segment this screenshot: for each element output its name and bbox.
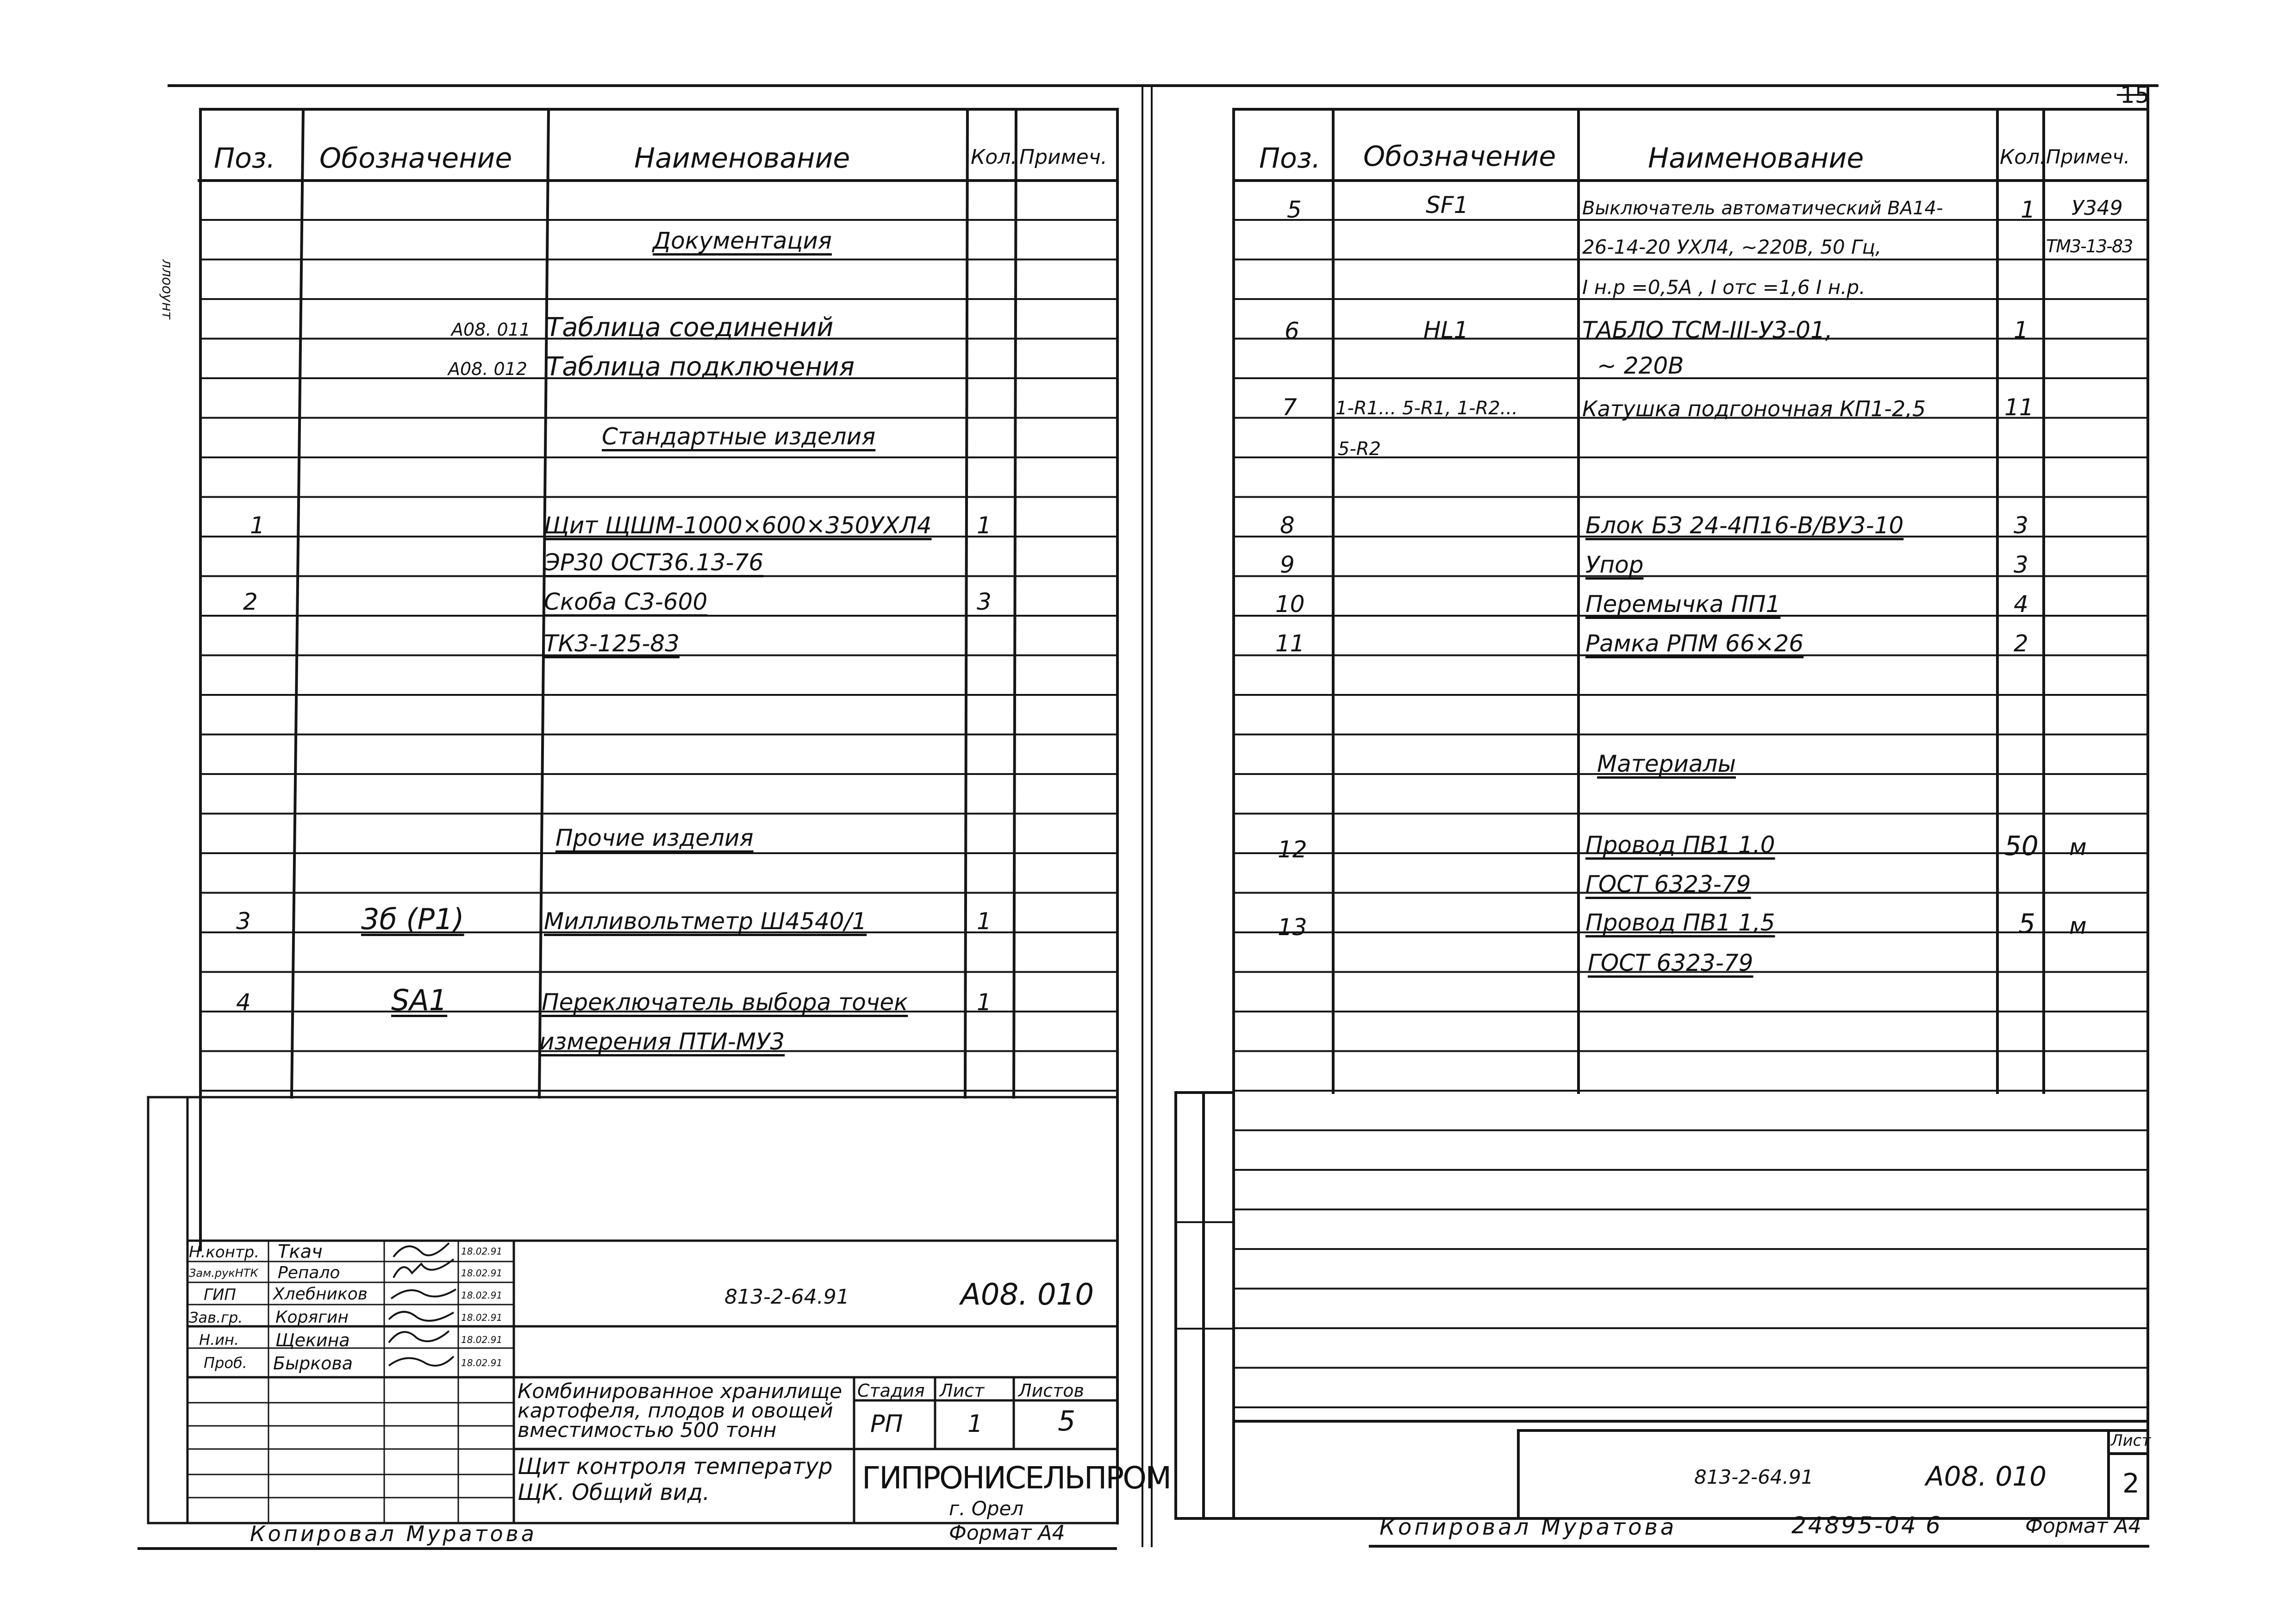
- left-section-other: Прочие изделия: [555, 824, 754, 851]
- left-header-qty: Кол.: [971, 145, 1017, 169]
- signer-date-5: 18.02.91: [461, 1334, 503, 1345]
- right-copied: Копировал Муратова: [1379, 1514, 1677, 1540]
- right-order: 24895-04: [1791, 1512, 1918, 1539]
- right-name-13: ГОСТ 6323-79: [1585, 871, 1751, 898]
- right-qty-7: 11: [2004, 394, 2034, 421]
- right-name-2: 26-14-20 УХЛ4, ~220В, 50 Гц,: [1582, 236, 1882, 258]
- right-note-2: ТМ3-13-83: [2046, 236, 2133, 256]
- left-qty-1: 1: [977, 512, 992, 539]
- right-qty-5: 1: [2021, 196, 2035, 223]
- right-pos-7: 7: [1282, 394, 1297, 421]
- right-note-1: У349: [2071, 196, 2123, 220]
- right-qty-6: 1: [2014, 317, 2028, 344]
- right-code-6: HL1: [1423, 317, 1469, 344]
- sheet-value: 1: [967, 1410, 983, 1438]
- right-name-8: Блок БЗ 24-4П16-В/ВУ3-10: [1585, 512, 1904, 539]
- signer-name-6: Быркова: [273, 1353, 353, 1374]
- right-pos-9: 9: [1280, 551, 1295, 578]
- right-note-13: м: [2069, 912, 2087, 939]
- signer-name-1: Ткач: [278, 1241, 323, 1262]
- left-qty-3: 1: [977, 908, 992, 935]
- org-name: ГИПРОНИСЕЛЬПРОМ: [862, 1460, 1171, 1496]
- right-pos-5: 5: [1287, 196, 1302, 223]
- signer-role-1: Н.контр.: [189, 1243, 260, 1262]
- right-name-9: Упор: [1585, 551, 1644, 578]
- sheets-label: Листов: [1018, 1380, 1084, 1401]
- right-pos-10: 10: [1275, 591, 1305, 618]
- left-name-2: Таблица подключения: [546, 352, 855, 382]
- right-header-code: Обозначение: [1363, 140, 1556, 173]
- right-sheet-value: 2: [2122, 1468, 2140, 1499]
- left-code-4: SA1: [391, 983, 448, 1017]
- right-qty-12: 50: [2004, 830, 2039, 862]
- left-name-5: Скоба С3-600: [544, 588, 708, 615]
- signer-role-6: Проб.: [204, 1354, 247, 1372]
- left-header-name: Наименование: [634, 142, 850, 175]
- right-name-12: Провод ПВ1 1.0: [1585, 831, 1775, 858]
- right-name-4: ТАБЛО ТСМ-III-У3-01,: [1582, 317, 1833, 344]
- left-pos-4: 4: [236, 989, 251, 1016]
- left-doc-code: А08. 010: [961, 1278, 1094, 1312]
- signer-date-2: 18.02.91: [461, 1268, 503, 1279]
- left-code-3: 3б (Р1): [361, 902, 464, 936]
- left-header-pos: Поз.: [214, 142, 275, 175]
- stage-label: Стадия: [857, 1380, 925, 1401]
- right-code-7b: 5-R2: [1338, 438, 1381, 460]
- left-name-9: измерения ПТИ-МУ3: [539, 1028, 785, 1055]
- left-pos-1: 1: [250, 512, 265, 539]
- right-name-6: Катушка подгоночная КП1-2,5: [1582, 396, 1926, 421]
- signer-date-4: 18.02.91: [461, 1312, 503, 1323]
- right-header-qty: Кол.: [2000, 145, 2046, 169]
- org-city: г. Орел: [949, 1497, 1024, 1520]
- signer-role-4: Зав.гр.: [189, 1309, 243, 1326]
- signer-date-3: 18.02.91: [461, 1290, 503, 1301]
- right-name-5: ~ 220В: [1597, 352, 1684, 379]
- stage-value: РП: [870, 1410, 903, 1438]
- left-format: Формат А4: [949, 1521, 1065, 1545]
- right-name-3: I н.р =0,5А , I отс =1,6 I н.р.: [1582, 276, 1866, 299]
- signer-name-4: Корягин: [275, 1308, 349, 1327]
- left-name-1: Таблица соединений: [546, 312, 834, 343]
- signer-role-3: ГИП: [204, 1286, 236, 1304]
- sheets-value: 5: [1058, 1405, 1076, 1437]
- left-header-note: Примеч.: [1019, 145, 1107, 169]
- left-qty-2: 3: [977, 588, 992, 615]
- right-pos-8: 8: [1280, 512, 1295, 539]
- right-name-1: Выключатель автоматический ВА14-: [1582, 198, 1943, 219]
- right-name-14: Провод ПВ1 1,5: [1585, 909, 1775, 936]
- right-doc-code: А08. 010: [1926, 1461, 2047, 1492]
- right-name-10: Перемычка ПП1: [1585, 591, 1781, 618]
- left-section-std: Стандартные изделия: [602, 423, 876, 450]
- signer-name-5: Щекина: [275, 1330, 350, 1350]
- right-qty-9: 3: [2014, 551, 2028, 578]
- signer-date-6: 18.02.91: [461, 1357, 503, 1368]
- right-name-11: Рамка РПМ 66×26: [1585, 630, 1804, 657]
- left-qty-4: 1: [977, 989, 992, 1016]
- signer-name-3: Хлебников: [273, 1285, 368, 1304]
- left-pos-3: 3: [236, 908, 251, 935]
- left-header-code: Обозначение: [319, 142, 512, 175]
- right-qty-13: 5: [2018, 908, 2035, 939]
- right-qty-10: 4: [2014, 591, 2028, 618]
- left-name-7: Милливольтметр Ш4540/1: [544, 908, 867, 935]
- left-copied: Копировал Муратова: [250, 1521, 537, 1546]
- left-section-docs: Документация: [653, 227, 832, 254]
- left-pos-2: 2: [243, 588, 258, 615]
- signer-role-5: Н.ин.: [199, 1331, 239, 1349]
- left-name-6: ТК3-125-83: [544, 630, 680, 657]
- right-qty-8: 3: [2014, 512, 2028, 539]
- left-code-2: А08. 012: [448, 359, 528, 379]
- left-name-8: Переключатель выбора точек: [542, 989, 908, 1016]
- right-sheet-no: 6: [1926, 1512, 1940, 1539]
- right-header-pos: Поз.: [1259, 142, 1321, 175]
- left-code-1: А08. 011: [451, 319, 531, 340]
- right-header-note: Примеч.: [2046, 145, 2130, 168]
- right-pos-11: 11: [1275, 630, 1305, 657]
- signer-name-2: Репало: [278, 1263, 340, 1282]
- right-name-15: ГОСТ 6323-79: [1588, 949, 1753, 976]
- right-pos-13: 13: [1278, 914, 1307, 941]
- right-code-7: 1-R1... 5-R1, 1-R2...: [1335, 398, 1518, 419]
- sheet-label: Лист: [940, 1380, 985, 1401]
- signer-date-1: 18.02.91: [461, 1246, 503, 1257]
- right-format: Формат А4: [2025, 1514, 2141, 1538]
- left-project-code: 813-2-64.91: [724, 1285, 849, 1309]
- drawing-title: Щит контроля температур ЩК. Общий вид.: [518, 1454, 833, 1505]
- right-code-5: SF1: [1426, 192, 1469, 219]
- right-section-materials: Материалы: [1597, 750, 1736, 777]
- object-title: Комбинированное хранилище картофеля, плодов и овощей вместимостью 500 тонн: [518, 1380, 842, 1442]
- right-project-code: 813-2-64.91: [1694, 1466, 1814, 1488]
- right-qty-11: 2: [2014, 630, 2028, 657]
- side-mark: ллооунт: [159, 259, 175, 319]
- signer-role-2: Зам.рукНТК: [189, 1267, 258, 1280]
- right-pos-6: 6: [1285, 318, 1299, 344]
- left-name-3: Щит ЩШМ-1000×600×350УХЛ4: [544, 512, 932, 539]
- right-pos-12: 12: [1278, 836, 1307, 863]
- right-sheet-label: Лист: [2111, 1431, 2151, 1450]
- right-header-name: Наименование: [1648, 142, 1864, 175]
- left-name-4: ЭР30 ОСТ36.13-76: [544, 549, 764, 576]
- page-number: 15: [2120, 81, 2150, 108]
- right-note-12: м: [2069, 834, 2087, 861]
